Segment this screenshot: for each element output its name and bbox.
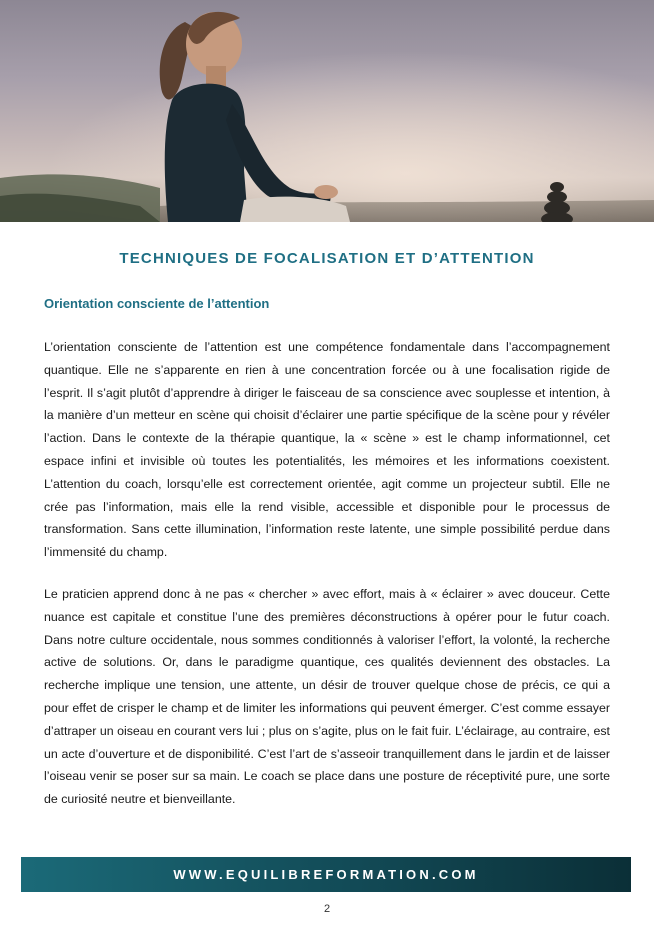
page-title: TECHNIQUES DE FOCALISATION ET D’ATTENTION: [119, 250, 535, 267]
page-number: 2: [323, 903, 331, 915]
body-paragraph: L’orientation consciente de l’attention est une compétence fondamentale dans l’accompagnement quantique. Elle ne s’apparente en rien à une concentration forcée ou à une focalisation rigide de l’esprit. Il s’agit plutôt d’apprendre à diriger le faisceau de sa conscience avec souplesse et intention, à la manière d’un metteur en scène qui choisit d’éclairer une partie spécifique de la scène pour y révéler l’action. Dans le contexte de la thérapie quantique, la « scène » est le champ informationnel, cet espace infini et invisible où toutes les potentialités, les mémoires et les informations coexistent. L’attention du coach, lorsqu’elle est correctement orientée, agit comme un projecteur subtil. Elle ne crée pas l’information, mais elle la rend visible, accessible et disponible pour le processus de transformation. Sans cette illumination, l’information reste latente, une simple possibilité perdue dans l’immensité du champ.: [44, 340, 610, 560]
hero-photo: [0, 0, 654, 222]
body-paragraph: Le praticien apprend donc à ne pas « chercher » avec effort, mais à « éclairer » avec douceur. Cette nuance est capitale et constitue l’une des premières déconstructions à opérer pour le futur coach. Dans notre culture occidentale, nous sommes conditionnés à valoriser l’effort, la volonté, la recherche active de solutions. Or, dans le paradigme quantique, ces qualités deviennent des obstacles. La recherche implique une tension, une attente, un désir de trouver quelque chose de précis, ce qui a pour effet de crisper le champ et de limiter les informations qui peuvent émerger. C’est comme essayer d’attraper un oiseau en courant vers lui ; plus on s’agite, plus on le fait fuir. L’éclairage, au contraire, est un acte d’ouverture et de disponibilité. C’est l’art de s’asseoir tranquillement dans le jardin et de laisser l’oiseau venir se poser sur sa main. Le coach se place dans une posture de réceptivité pure, une sorte de curiosité neutre et bienveillante.: [44, 587, 610, 807]
website-link[interactable]: WWW.EQUILIBREFORMATION.COM: [173, 867, 479, 882]
meditating-woman-photo: [0, 0, 654, 222]
section-heading: Orientation consciente de l’attention: [44, 296, 270, 311]
footer-banner: [21, 857, 631, 892]
